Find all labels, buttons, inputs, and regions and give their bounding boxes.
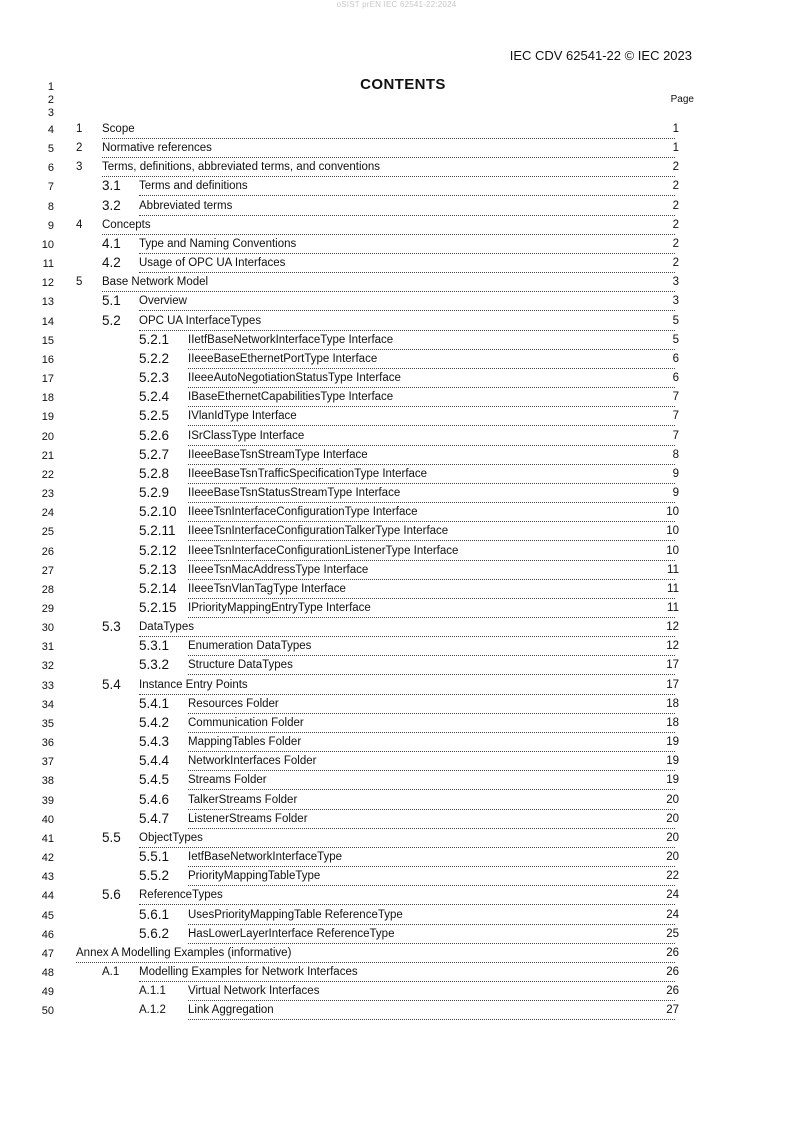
toc-entry-page: 7 [672, 410, 679, 423]
line-number: 9 [47, 219, 54, 232]
toc-entry-page: 3 [672, 295, 679, 308]
toc-entry-page: 1 [672, 142, 679, 155]
toc-entry-page: 2 [672, 218, 679, 231]
line-number: 39 [41, 794, 54, 807]
toc-entry-page: 3 [672, 276, 679, 289]
toc-entry-number: 5.2.13 [139, 561, 177, 577]
toc-entry-page: 6 [672, 352, 679, 365]
toc-entry-title[interactable]: Type and Naming Conventions [139, 237, 297, 250]
toc-entry[interactable] [0, 465, 793, 487]
toc-entry[interactable] [0, 506, 793, 525]
line-number: 10 [41, 238, 54, 251]
toc-entry[interactable] [0, 350, 793, 372]
toc-entry[interactable] [0, 774, 793, 793]
toc-entry-number: 5.4.3 [139, 734, 170, 750]
toc-entry-number: 5 [76, 276, 83, 289]
toc-entry[interactable] [0, 889, 793, 908]
toc-entry-title[interactable]: IIeeeAutoNegotiationStatusType Interface [188, 372, 401, 385]
toc-entry-number: 5.4.6 [139, 791, 170, 807]
toc-entry[interactable] [0, 714, 793, 736]
toc-entry-title[interactable]: Terms and definitions [139, 180, 248, 193]
toc-entry[interactable] [0, 791, 793, 813]
toc-entry-number: 5.5 [102, 829, 121, 845]
toc-entry-page: 17 [666, 659, 679, 672]
toc-entry[interactable] [0, 276, 793, 295]
line-number: 35 [41, 717, 54, 730]
toc-entry[interactable] [0, 487, 793, 506]
toc-entry-page: 19 [666, 774, 679, 787]
toc-entry-number: 3 [76, 161, 83, 174]
toc-entry[interactable] [0, 561, 793, 583]
toc-entry-page: 26 [666, 985, 679, 998]
toc-entry-page: 9 [672, 487, 679, 500]
line-number: 6 [47, 162, 54, 175]
line-number: 7 [47, 181, 54, 194]
toc-entry[interactable] [0, 676, 793, 698]
dot-leader [139, 832, 675, 848]
line-number: 31 [41, 641, 54, 654]
toc-entry-page: 19 [666, 736, 679, 749]
line-number: 48 [41, 967, 54, 980]
toc-entry-page: 8 [672, 448, 679, 461]
toc-entry-title[interactable]: Overview [139, 295, 187, 308]
line-number: 12 [41, 277, 54, 290]
toc-entry[interactable] [0, 542, 793, 564]
toc-entry[interactable] [0, 925, 793, 947]
toc-entry[interactable] [0, 1004, 793, 1023]
toc-entry[interactable] [0, 947, 793, 966]
toc-entry-page: 22 [666, 870, 679, 883]
dot-leader [102, 219, 675, 235]
toc-entry[interactable] [0, 695, 793, 717]
toc-entry-title[interactable]: IBaseEthernetCapabilitiesType Interface [188, 391, 394, 404]
toc-entry-title[interactable]: IVlanIdType Interface [188, 410, 297, 423]
toc-entry-page: 2 [672, 180, 679, 193]
toc-entry-title[interactable]: Link Aggregation [188, 1004, 274, 1017]
toc-entry-title[interactable]: Abbreviated terms [139, 199, 233, 212]
line-number: 26 [41, 545, 54, 558]
toc-entry[interactable] [0, 580, 793, 602]
toc-entry-number: 5.6.1 [139, 906, 170, 922]
toc-entry-page: 1 [672, 123, 679, 135]
line-number: 46 [41, 928, 54, 941]
toc-entry-page: 11 [667, 582, 679, 595]
dot-leader [139, 621, 675, 637]
toc-entry-page: 10 [666, 544, 679, 557]
toc-entry-title[interactable]: IIeeeTsnInterfaceConfigurationTalkerType Interface [188, 525, 449, 538]
toc-entry-number: 5.2.5 [139, 408, 170, 424]
toc-entry-number: 4.2 [102, 255, 121, 271]
toc-entry[interactable] [0, 829, 793, 851]
line-number: 32 [41, 660, 54, 673]
toc-entry-title[interactable]: IIeeeBaseTsnTrafficSpecificationType Interface [188, 467, 428, 480]
toc-entry-page: 10 [666, 525, 679, 538]
toc-entry-number: 5.3.1 [139, 638, 170, 654]
toc-entry[interactable] [0, 219, 793, 238]
toc-entry-title[interactable]: HasLowerLayerInterface ReferenceType [188, 927, 395, 940]
toc-entry-number: 5.1 [102, 293, 121, 309]
toc-entry-number: 5.4.2 [139, 714, 170, 730]
toc-entry-page: 17 [666, 678, 679, 691]
toc-entry-page: 24 [666, 908, 679, 921]
toc-entry-title[interactable]: IPriorityMappingEntryType Interface [188, 602, 371, 614]
toc-entry[interactable] [0, 870, 793, 889]
toc-entry-title[interactable]: ReferenceTypes [139, 889, 223, 902]
line-number: 42 [41, 852, 54, 865]
toc-entry-page: 19 [666, 755, 679, 768]
toc-entry[interactable] [0, 427, 793, 449]
toc-entry[interactable] [0, 985, 793, 1004]
toc-entry-number: 5.2.6 [139, 427, 170, 443]
toc-entry-title[interactable]: Structure DataTypes [188, 659, 293, 672]
line-number: 17 [41, 373, 54, 386]
dot-leader [139, 295, 675, 311]
toc-entry-number: 5.2.11 [139, 523, 176, 539]
toc-entry[interactable] [0, 755, 793, 774]
toc-entry[interactable] [0, 142, 793, 161]
toc-entry[interactable] [0, 966, 793, 985]
toc-entry-number: A.1 [102, 966, 120, 979]
line-number: 41 [41, 832, 54, 845]
toc-entry-page: 24 [666, 889, 679, 902]
line-number: 29 [41, 603, 54, 615]
line-number: 43 [41, 871, 54, 884]
toc-entry-title[interactable]: Communication Folder [188, 716, 304, 729]
line-number: 5 [47, 143, 54, 156]
toc-entry-page: 27 [666, 1004, 679, 1017]
toc-entry-page: 18 [666, 697, 679, 710]
line-number: 22 [41, 468, 54, 481]
toc-entry-number: 5.2.4 [139, 389, 170, 405]
toc-entry[interactable] [0, 621, 793, 640]
toc-entry-title[interactable]: Resources Folder [188, 697, 279, 710]
toc-entry-page: 5 [672, 333, 679, 346]
line-number: 38 [41, 775, 54, 788]
toc-entry[interactable] [0, 331, 793, 353]
toc-entry-page: 12 [666, 621, 679, 634]
toc-entry-page: 26 [666, 966, 679, 979]
toc-entry-title[interactable]: ObjectTypes [139, 831, 203, 844]
toc-entry-number: 5.4.1 [139, 695, 170, 711]
toc-entry[interactable] [0, 372, 793, 391]
toc-entry-page: 7 [672, 391, 679, 404]
toc-entry-number: 5.2.3 [139, 370, 170, 386]
toc-entry-number: 5.2 [102, 312, 121, 328]
toc-entry-title[interactable]: IIeeeBaseEthernetPortType Interface [188, 352, 378, 365]
toc-entry-number: 5.6.2 [139, 925, 170, 941]
toc-entry-title[interactable]: IIeeeBaseTsnStatusStreamType Interface [188, 487, 401, 500]
toc-entry-number: 5.5.2 [139, 868, 170, 884]
toc-entry-page: 25 [666, 927, 679, 940]
toc-entry-title[interactable]: OPC UA InterfaceTypes [139, 314, 262, 327]
toc-entry-page: 9 [672, 467, 679, 480]
line-number: 13 [41, 296, 54, 309]
line-number: 33 [41, 679, 54, 692]
line-number: 34 [41, 698, 54, 711]
line-number: 3 [47, 107, 54, 119]
toc-entry[interactable] [0, 197, 793, 219]
toc-entry-title[interactable]: IIeeeTsnVlanTagType Interface [188, 582, 346, 595]
toc-entry[interactable] [0, 906, 793, 928]
line-number: 49 [41, 986, 54, 999]
toc-entry-number: 5.4.4 [139, 753, 170, 769]
toc-entry-number: 5.2.12 [139, 542, 177, 558]
toc-entry-number: 5.2.15 [139, 600, 177, 615]
toc-entry[interactable] [0, 602, 793, 621]
toc-entry-title[interactable]: Virtual Network Interfaces [188, 985, 320, 998]
toc-entry-title[interactable]: MappingTables Folder [188, 736, 302, 749]
toc-entry[interactable] [0, 295, 793, 314]
line-number: 4 [47, 124, 54, 136]
toc-entry-page: 12 [666, 640, 679, 653]
toc-entry-number: 5.5.1 [139, 849, 170, 865]
toc-entry-title[interactable]: Scope [102, 123, 135, 135]
toc-entry-title[interactable]: TalkerStreams Folder [188, 793, 298, 806]
line-number: 14 [41, 315, 54, 328]
toc-entry-number: 5.2.7 [139, 446, 170, 462]
toc-entry-number: 4 [76, 218, 83, 231]
toc-entry[interactable] [0, 810, 793, 832]
line-number: 23 [41, 488, 54, 501]
watermark: oSIST prEN IEC 62541-22:2024 [336, 0, 457, 9]
line-number: 18 [41, 392, 54, 405]
toc-entry-number: 5.4.5 [139, 772, 170, 788]
toc-entry-number: 5.2.1 [139, 331, 170, 347]
toc-entry-page: 20 [666, 793, 679, 806]
toc-entry-title[interactable]: IIeeeTsnInterfaceConfigurationType Interface [188, 506, 418, 519]
line-number: 36 [41, 737, 54, 750]
toc-entry-page: 11 [667, 602, 679, 614]
toc-entry-number: A.1.2 [139, 1004, 166, 1017]
toc-entry-page: 20 [666, 851, 679, 864]
line-number: 15 [41, 334, 54, 347]
line-number: 37 [41, 756, 54, 769]
toc-entry[interactable] [0, 525, 793, 544]
line-number: 40 [41, 813, 54, 826]
toc-entry-number: 5.4 [102, 676, 121, 692]
toc-entry-number: 5.2.8 [139, 465, 170, 481]
toc-entry-page: 5 [672, 314, 679, 327]
line-number: 20 [41, 430, 54, 443]
toc-entry-page: 7 [672, 429, 679, 442]
toc-entry-number: 5.3.2 [139, 657, 170, 673]
toc-entry[interactable] [0, 257, 793, 276]
toc-entry-number: 2 [76, 142, 83, 155]
toc-entry-title[interactable]: ISrClassType Interface [188, 429, 305, 442]
line-number: 11 [42, 258, 54, 271]
line-number: 44 [41, 890, 54, 903]
toc-entry[interactable] [0, 161, 793, 180]
toc-entry[interactable] [0, 640, 793, 659]
toc-entry-number: 5.4.7 [139, 810, 170, 826]
page-title: CONTENTS [360, 76, 446, 93]
toc-entry[interactable] [0, 391, 793, 410]
line-number: 28 [41, 583, 54, 596]
page-column-label: Page [670, 94, 694, 105]
toc-entry-title[interactable]: Base Network Model [102, 276, 209, 289]
toc-entry-title[interactable]: PriorityMappingTableType [188, 870, 321, 883]
line-number: 27 [41, 564, 54, 577]
toc-entry-number: A.1.1 [139, 985, 166, 998]
line-number: 1 [47, 81, 54, 93]
toc-entry-page: 2 [672, 199, 679, 212]
toc-entry-title[interactable]: UsesPriorityMappingTable ReferenceType [188, 908, 403, 921]
line-number: 2 [47, 94, 54, 106]
toc-entry-page: 6 [672, 372, 679, 385]
toc-entry-page: 2 [672, 237, 679, 250]
toc-entry-page: 10 [666, 506, 679, 519]
toc-entry-title[interactable]: Streams Folder [188, 774, 267, 787]
toc-entry[interactable] [0, 123, 793, 142]
toc-entry-title[interactable]: Instance Entry Points [139, 678, 248, 691]
toc-entry[interactable] [0, 180, 793, 199]
toc-entry-number: 1 [76, 123, 83, 135]
toc-entry-number: 5.2.2 [139, 350, 170, 366]
toc-entry-number: 5.6 [102, 887, 121, 903]
toc-entry-number: 3.1 [102, 178, 121, 194]
line-number: 19 [41, 411, 54, 424]
line-number: 30 [41, 622, 54, 635]
line-number: 47 [41, 947, 54, 960]
toc-entry-number: 5.3 [102, 619, 121, 635]
toc-entry[interactable] [0, 410, 793, 429]
toc-entry-title[interactable]: Terms, definitions, abbreviated terms, and conventions [102, 161, 381, 174]
line-number: 45 [41, 909, 54, 922]
toc-entry-title[interactable]: Modelling Examples for Network Interfaces [139, 966, 358, 979]
toc-entry[interactable] [0, 736, 793, 755]
toc-entry-title[interactable]: IetfBaseNetworkInterfaceType [188, 851, 343, 864]
toc-entry-title[interactable]: Concepts [102, 218, 151, 231]
toc-entry[interactable] [0, 659, 793, 678]
toc-entry[interactable] [0, 851, 793, 870]
toc-entry-number: 5.2.10 [139, 504, 177, 520]
line-number: 50 [41, 1005, 54, 1018]
toc-entry-title[interactable]: IIeeeTsnInterfaceConfigurationListenerType Interface [188, 544, 459, 557]
toc-entry[interactable] [0, 446, 793, 468]
toc-entry-title[interactable]: Normative references [102, 142, 212, 155]
toc-entry-page: 11 [667, 563, 679, 576]
toc-entry-title[interactable]: ListenerStreams Folder [188, 812, 308, 825]
toc-entry-title[interactable]: IIeeeBaseTsnStreamType Interface [188, 448, 368, 461]
toc-entry-title[interactable]: Enumeration DataTypes [188, 640, 312, 653]
toc-entry-number: 3.2 [102, 197, 121, 213]
toc-entry-title[interactable]: DataTypes [139, 621, 194, 634]
toc-entry-title[interactable]: IIeeeTsnMacAddressType Interface [188, 563, 369, 576]
line-number: 21 [41, 449, 54, 462]
toc-entry-number: 5.2.9 [139, 485, 170, 501]
line-number: 16 [41, 353, 54, 366]
toc-entry-title[interactable]: IIetfBaseNetworkInterfaceType Interface [188, 333, 394, 346]
toc-entry[interactable] [0, 312, 793, 334]
toc-entry-page: 26 [666, 946, 679, 959]
toc-entry-page: 2 [672, 257, 679, 270]
toc-entry-page: 2 [672, 161, 679, 174]
toc-entry-title[interactable]: NetworkInterfaces Folder [188, 755, 317, 768]
toc-entry-number: 4.1 [102, 235, 121, 251]
toc-entry-title[interactable]: Annex A Modelling Examples (informative) [76, 946, 292, 959]
document-id-header: IEC CDV 62541-22 © IEC 2023 [509, 48, 692, 63]
dot-leader [102, 123, 675, 139]
toc-entry-page: 18 [666, 716, 679, 729]
line-number: 8 [47, 200, 54, 213]
toc-entry-page: 20 [666, 812, 679, 825]
line-number: 25 [41, 526, 54, 539]
toc-entry-page: 20 [666, 831, 679, 844]
toc-entry-number: 5.2.14 [139, 580, 177, 596]
toc-entry[interactable] [0, 235, 793, 257]
line-number: 24 [41, 507, 54, 520]
toc-entry-title[interactable]: Usage of OPC UA Interfaces [139, 257, 286, 270]
